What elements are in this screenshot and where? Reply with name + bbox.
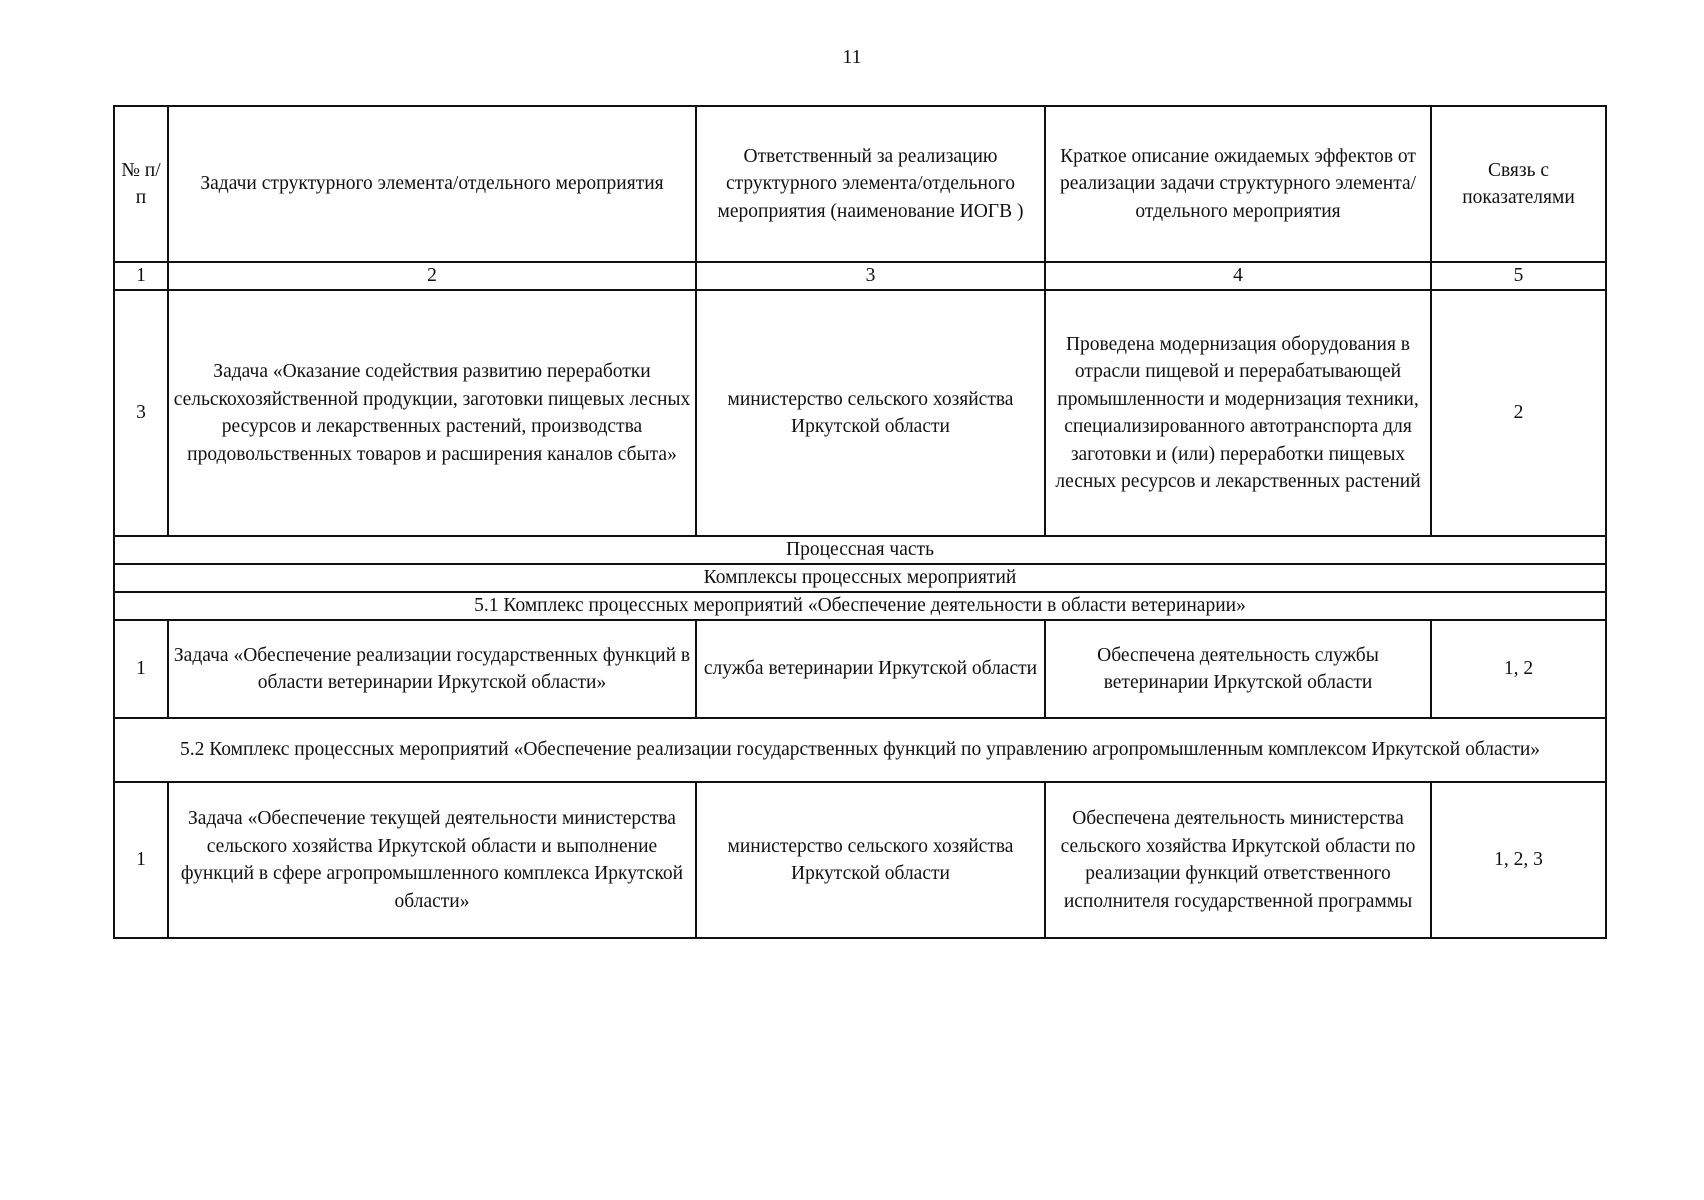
section-row xyxy=(114,718,1606,782)
section-row xyxy=(114,564,1606,592)
measures-table xyxy=(113,105,1607,939)
row-indicators: 2 xyxy=(1431,290,1606,536)
row-responsible: служба ветеринарии Иркутской области xyxy=(696,620,1045,718)
section-process-part: Процессная часть xyxy=(114,536,1606,564)
row-responsible: министерство сельского хозяйства Иркутской области xyxy=(696,290,1045,536)
page-number: 11 xyxy=(842,46,862,68)
row-effects: Обеспечена деятельность министерства сельского хозяйства Иркутской области по реализации функций ответственного исполнителя государственной программы xyxy=(1045,782,1431,938)
row-number: 1 xyxy=(114,782,168,938)
column-number: 2 xyxy=(168,262,696,290)
header-number: № п/п xyxy=(114,106,168,262)
column-numbers-row xyxy=(114,262,1606,290)
row-number: 3 xyxy=(114,290,168,536)
row-task: Задача «Обеспечение реализации государственных функций в области ветеринарии Иркутской области» xyxy=(168,620,696,718)
table-row xyxy=(114,782,1606,938)
section-complex-5-2: 5.2 Комплекс процессных мероприятий «Обеспечение реализации государственных функций по управлению агропромышленным комплексом Иркутской области» xyxy=(114,718,1606,782)
table-header-row xyxy=(114,106,1606,262)
row-task: Задача «Обеспечение текущей деятельности министерства сельского хозяйства Иркутской области и выполнение функций в сфере агропромышленного комплекса Иркутской области» xyxy=(168,782,696,938)
section-process-complexes: Комплексы процессных мероприятий xyxy=(114,564,1606,592)
row-effects: Проведена модернизация оборудования в отрасли пищевой и перерабатывающей промышленности и модернизация техники, специализированного автотранспорта для заготовки и (или) переработки пищевых лесных ресурсов и лекарственных растений xyxy=(1045,290,1431,536)
row-indicators: 1, 2, 3 xyxy=(1431,782,1606,938)
table-row xyxy=(114,290,1606,536)
header-responsible: Ответственный за реализацию структурного элемента/отдельного мероприятия (наименование ИОГВ ) xyxy=(696,106,1045,262)
table-row xyxy=(114,620,1606,718)
row-indicators: 1, 2 xyxy=(1431,620,1606,718)
column-number: 1 xyxy=(114,262,168,290)
section-row xyxy=(114,536,1606,564)
header-indicators: Связь с показателями xyxy=(1431,106,1606,262)
section-complex-5-1: 5.1 Комплекс процессных мероприятий «Обеспечение деятельности в области ветеринарии» xyxy=(114,592,1606,620)
header-tasks: Задачи структурного элемента/отдельного мероприятия xyxy=(168,106,696,262)
row-effects: Обеспечена деятельность службы ветеринарии Иркутской области xyxy=(1045,620,1431,718)
header-effects: Краткое описание ожидаемых эффектов от реализации задачи структурного элемента/отдельного мероприятия xyxy=(1045,106,1431,262)
column-number: 5 xyxy=(1431,262,1606,290)
column-number: 4 xyxy=(1045,262,1431,290)
row-responsible: министерство сельского хозяйства Иркутской области xyxy=(696,782,1045,938)
section-row xyxy=(114,592,1606,620)
row-number: 1 xyxy=(114,620,168,718)
row-task: Задача «Оказание содействия развитию переработки сельскохозяйственной продукции, заготовки пищевых лесных ресурсов и лекарственных растений, производства продовольственных товаров и расширения каналов сбыта» xyxy=(168,290,696,536)
column-number: 3 xyxy=(696,262,1045,290)
